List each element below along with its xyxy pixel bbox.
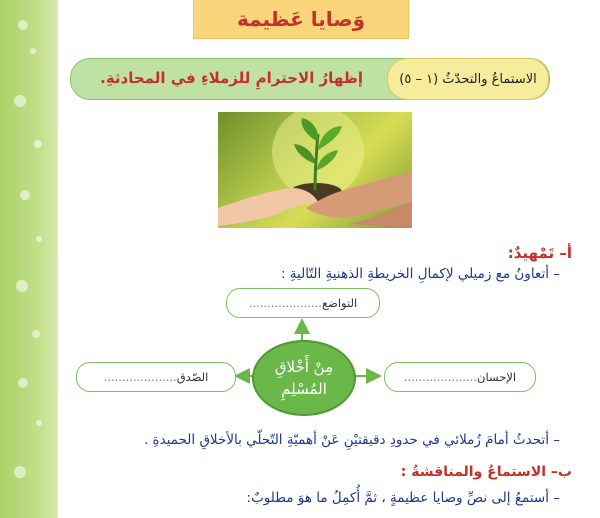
section-a-instruction: – أتعاونُ مع زميلي لإكمالِ الخريطةِ الذهنيةِ التّاليةِ : (280, 266, 560, 282)
mind-map-right-box[interactable] (384, 362, 536, 392)
mind-map-top-label: التواضع (321, 296, 358, 310)
lesson-objective: إظهارُ الاحترامِ للزملاءِ في المحادثةِ. (100, 69, 363, 87)
page-title: وَصايا عَظيمة (236, 7, 366, 31)
speaking-instruction: – أتحدثُ أمامَ زُملائي في حدودِ دقيقتيْنِ عَنْ أهميّةِ التّحلّي بالأخلاقِ الحميدةِ . (143, 432, 560, 448)
lesson-skill-label: الاستماعُ والتحدّثُ (١ – ٥) (399, 71, 537, 87)
mind-map-top-blank: .................... (248, 296, 322, 310)
mind-map-left-blank: .................... (103, 370, 177, 384)
mind-map-top-box[interactable] (226, 288, 380, 318)
mind-map-left-box[interactable] (76, 362, 236, 392)
section-b-instruction: – أستمعُ إلى نصِّ وصايا عظيمةٍ ، ثمَّ أُكمِلُ ما هوَ مطلوبٌ: (246, 490, 560, 506)
mind-map-right-blank: .................... (403, 370, 478, 384)
section-a-heading: أ– تَمْهيدٌ: (507, 244, 572, 262)
mind-map-right-label: الإحسان (477, 370, 517, 384)
section-b-heading: ب– الاستماعُ والمناقشةُ : (400, 464, 572, 480)
mind-map-center (252, 340, 356, 416)
mind-map-center-line1: مِنْ أَخْلاقِ (274, 358, 334, 376)
mind-map-left-label: الصّدق (176, 370, 209, 384)
mind-map-center-line2: المُسْلِمِ (281, 380, 327, 398)
